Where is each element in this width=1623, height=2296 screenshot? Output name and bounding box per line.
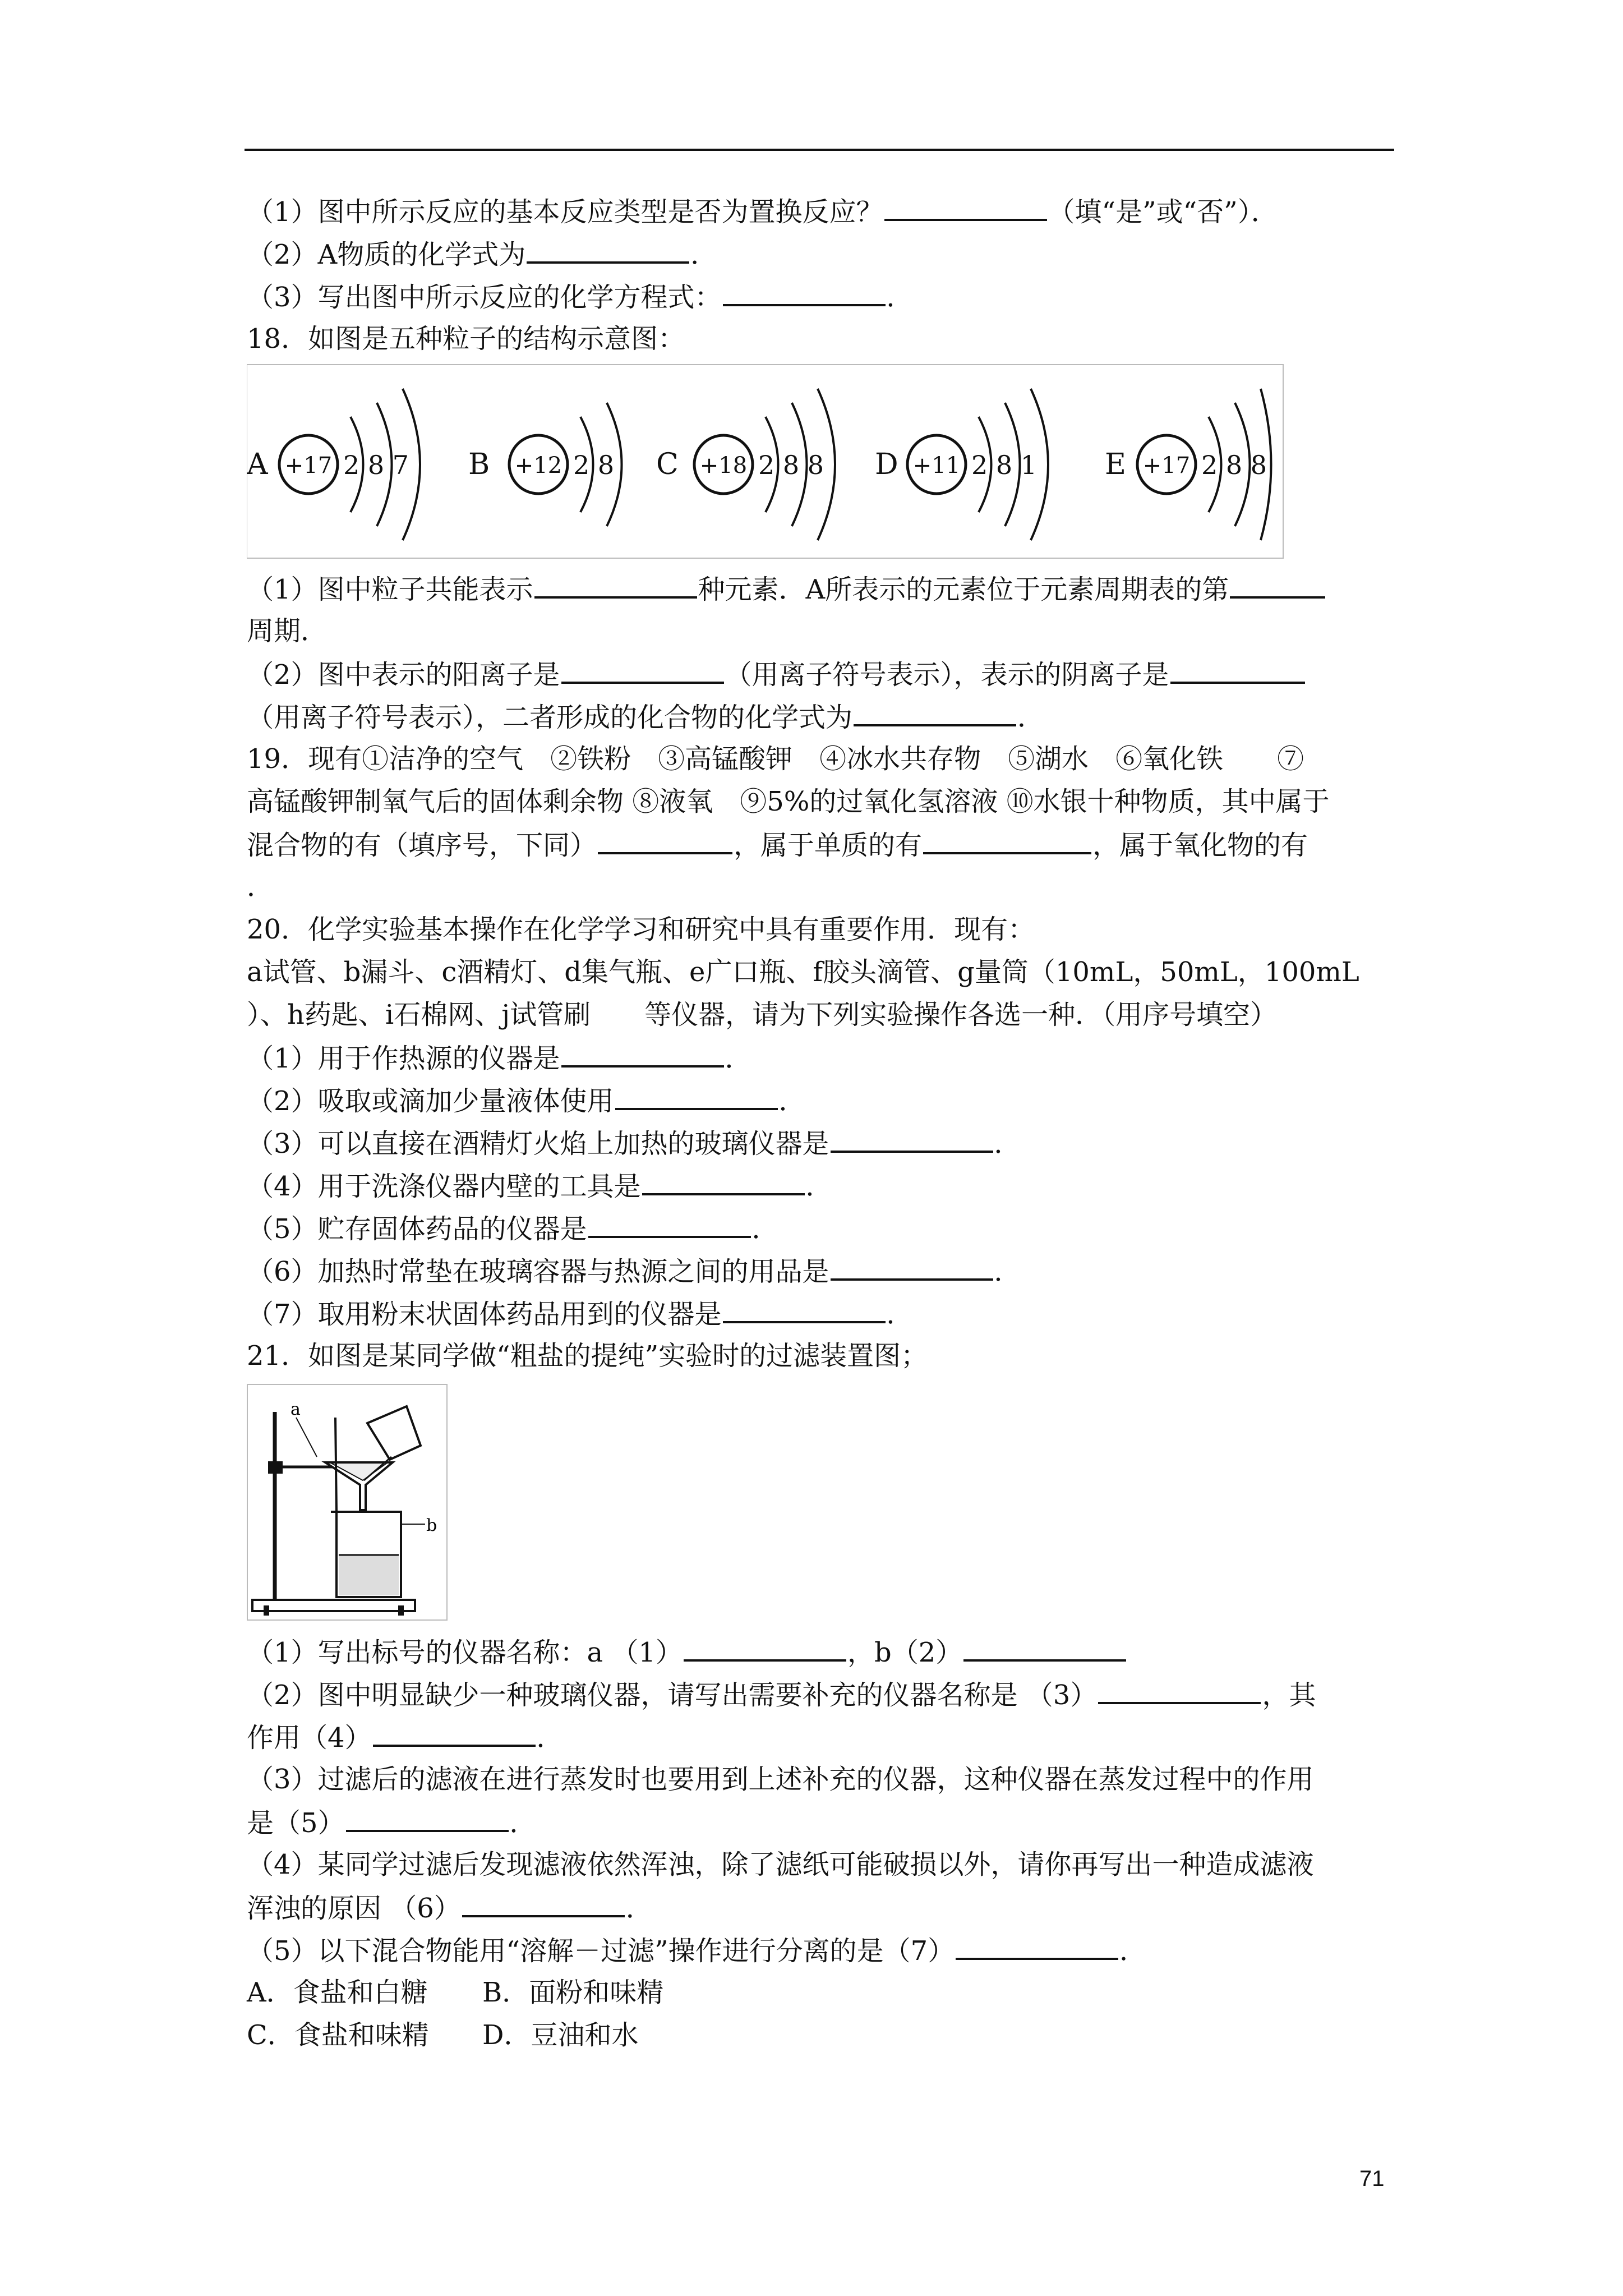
svg-text:2 8: 2 8 <box>573 450 615 480</box>
atom-diagrams <box>247 364 1284 563</box>
q21-part4-cont: 浑浊的原因 （6） ． <box>247 1886 1402 1929</box>
document-body <box>247 190 1402 2056</box>
svg-text:B: B <box>468 448 490 481</box>
answer-blank[interactable] <box>561 1036 724 1068</box>
page-number: 71 <box>1359 2166 1385 2191</box>
q19-line3: 混合物的有（填序号，下同） ，属于单质的有 ，属于氧化物的有 <box>247 823 1402 866</box>
q17-part3: （3）写出图中所示反应的化学方程式： ． <box>247 275 1402 318</box>
svg-text:a: a <box>291 1400 301 1419</box>
q21-part3-cont: 是（5） ． <box>247 1801 1402 1843</box>
answer-blank[interactable] <box>956 1929 1118 1960</box>
q18-part1: （1）图中粒子共能表示 种元素．A所表示的元素位于元素周期表的第 <box>247 567 1402 610</box>
q20-list: a试管、b漏斗、c酒精灯、d集气瓶、e广口瓶、f胶头滴管、g量筒（10mL，50mL，100mL <box>247 956 1359 988</box>
option-d[interactable]: D．豆油和水 <box>482 2019 639 2051</box>
atomic-structure-figure <box>247 364 1402 563</box>
q19-line2: 高锰酸钾制氧气后的固体剩余物 ⑧液氧 ⑨5%的过氧化氢溶液 ⑩水银十种物质，其中属于 <box>247 786 1330 817</box>
header-rule <box>245 149 1394 151</box>
answer-blank[interactable] <box>831 1249 993 1281</box>
svg-text:C: C <box>656 448 679 481</box>
svg-text:2 8 1: 2 8 1 <box>971 450 1038 480</box>
answer-blank[interactable] <box>884 190 1047 221</box>
svg-text:b: b <box>426 1516 437 1535</box>
q21-part3: （3）过滤后的滤液在进行蒸发时也要用到上述补充的仪器，这种仪器在蒸发过程中的作用 <box>247 1764 1314 1795</box>
svg-text:+11: +11 <box>912 453 961 478</box>
option-a[interactable]: A．食盐和白糖 <box>247 1977 428 2008</box>
q19-line1: 19．现有①洁净的空气 ②铁粉 ③高锰酸钾 ④冰水共存物 ⑤湖水 ⑥氧化铁 ⑦ <box>247 743 1304 775</box>
answer-blank[interactable] <box>723 275 886 306</box>
q20-part3: （3）可以直接在酒精灯火焰上加热的玻璃仪器是 ． <box>247 1121 1402 1164</box>
option-b[interactable]: B．面粉和味精 <box>482 1977 664 2008</box>
q21-part4: （4）某同学过滤后发现滤液依然浑浊，除了滤纸可能破损以外，请你再写出一种造成滤液 <box>247 1849 1314 1880</box>
q20-part1: （1）用于作热源的仪器是 ． <box>247 1036 1402 1079</box>
q21-part5: （5）以下混合物能用“溶解－过滤”操作进行分离的是（7） ． <box>247 1929 1402 1971</box>
svg-text:A: A <box>247 448 268 481</box>
q21-options-ab <box>247 1971 1402 2014</box>
answer-blank[interactable] <box>561 652 724 684</box>
q21-part1: （1）写出标号的仪器名称：a （1） ，b（2） <box>247 1630 1402 1673</box>
q21-part2-cont: 作用（4） ． <box>247 1715 1402 1758</box>
svg-text:+17: +17 <box>284 453 333 478</box>
q17-part1: （1）图中所示反应的基本反应类型是否为置换反应？ （填“是”或“否”）． <box>247 190 1402 232</box>
q20-part7: （7）取用粉末状固体药品用到的仪器是 ． <box>247 1292 1402 1335</box>
answer-blank[interactable] <box>527 232 689 264</box>
q18-part2-cont: （用离子符号表示），二者形成的化合物的化学式为 ． <box>247 695 1402 738</box>
q20-part2: （2）吸取或滴加少量液体使用 ． <box>247 1079 1402 1121</box>
svg-text:+12: +12 <box>514 453 562 478</box>
svg-text:2 8 8: 2 8 8 <box>1201 450 1267 480</box>
answer-blank[interactable] <box>642 1164 805 1195</box>
q20-part5: （5）贮存固体药品的仪器是 ． <box>247 1207 1402 1249</box>
option-c[interactable]: C．食盐和味精 <box>247 2019 429 2051</box>
atom-c <box>656 389 835 540</box>
svg-text:E: E <box>1105 448 1126 481</box>
q21-options-cd <box>247 2014 1402 2056</box>
q17-part2: （2）A物质的化学式为 ． <box>247 232 1402 275</box>
q18-part1-cont: 周期． <box>247 615 328 647</box>
svg-text:D: D <box>875 448 898 481</box>
q19-line4: ． <box>247 871 274 903</box>
answer-blank[interactable] <box>923 823 1091 854</box>
answer-blank[interactable] <box>346 1801 509 1832</box>
answer-blank[interactable] <box>854 695 1016 726</box>
answer-blank[interactable] <box>462 1886 625 1917</box>
q20-instruction: ）、h药匙、i石棉网、j试管刷 等仪器，请为下列实验操作各选一种．（用序号填空） <box>247 999 1278 1030</box>
q18-part2: （2）图中表示的阳离子是 （用离子符号表示），表示的阴离子是 <box>247 652 1402 695</box>
q21-part2: （2）图中明显缺少一种玻璃仪器，请写出需要补充的仪器名称是 （3） ，其 <box>247 1673 1402 1715</box>
answer-blank[interactable] <box>1230 567 1325 599</box>
filtration-diagram <box>247 1384 449 1622</box>
svg-text:2 8 8: 2 8 8 <box>758 450 824 480</box>
q20-part4: （4）用于洗涤仪器内壁的工具是 ． <box>247 1164 1402 1207</box>
atom-b <box>468 403 622 526</box>
answer-blank[interactable] <box>723 1292 886 1323</box>
svg-text:2 8 7: 2 8 7 <box>343 450 409 480</box>
q18-stem: 18．如图是五种粒子的结构示意图： <box>247 323 685 355</box>
answer-blank[interactable] <box>534 567 697 599</box>
svg-text:+18: +18 <box>699 453 748 478</box>
svg-text:+17: +17 <box>1142 453 1191 478</box>
answer-blank[interactable] <box>1170 652 1305 684</box>
atom-a <box>247 389 420 540</box>
q21-stem: 21．如图是某同学做“粗盐的提纯”实验时的过滤装置图； <box>247 1340 928 1372</box>
answer-blank[interactable] <box>598 823 732 854</box>
answer-blank[interactable] <box>615 1079 778 1110</box>
atom-d <box>875 389 1048 540</box>
answer-blank[interactable] <box>831 1121 993 1153</box>
q20-stem: 20．化学实验基本操作在化学学习和研究中具有重要作用．现有： <box>247 914 1035 945</box>
q20-part6: （6）加热时常垫在玻璃容器与热源之间的用品是 ． <box>247 1249 1402 1292</box>
atom-e <box>1105 389 1271 540</box>
answer-blank[interactable] <box>963 1630 1126 1662</box>
answer-blank[interactable] <box>373 1715 536 1747</box>
answer-blank[interactable] <box>1098 1673 1261 1704</box>
filtration-apparatus-figure <box>247 1384 1402 1622</box>
answer-blank[interactable] <box>588 1207 751 1238</box>
answer-blank[interactable] <box>684 1630 846 1662</box>
